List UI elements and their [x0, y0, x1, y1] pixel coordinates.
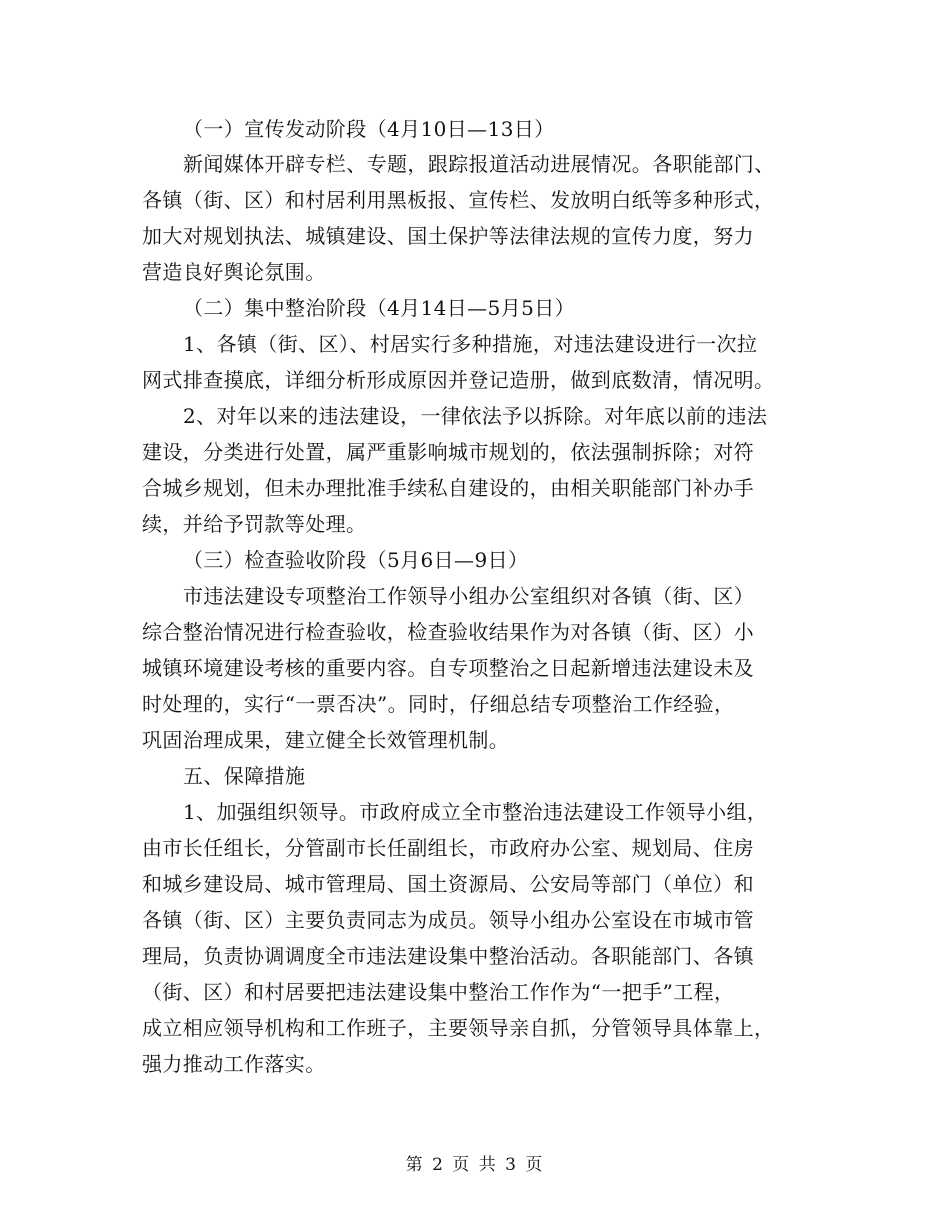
paragraph-line: 合城乡规划，但未办理批准手续私自建设的，由相关职能部门补办手 — [142, 476, 754, 500]
page-number-footer: 第 2 页 共 3 页 — [405, 1155, 545, 1175]
paragraph-line: 续，并给予罚款等处理。 — [142, 512, 367, 536]
section-heading-inspection: （三）检查验收阶段（5月6日—9日） — [183, 548, 529, 572]
paragraph-line: 新闻媒体开辟专栏、专题，跟踪报道活动进展情况。各职能部门、 — [183, 152, 775, 176]
paragraph-line: 网式排查摸底，详细分析形成原因并登记造册，做到底数清，情况明。 — [142, 368, 775, 392]
paragraph-line: 城镇环境建设考核的重要内容。自专项整治之日起新增违法建设未及 — [142, 656, 754, 680]
paragraph-line: 综合整治情况进行检查验收，检查验收结果作为对各镇（街、区）小 — [142, 620, 754, 644]
paragraph-line: 加大对规划执法、城镇建设、国土保护等法律法规的宣传力度，努力 — [142, 224, 754, 248]
paragraph-line: 1、加强组织领导。市政府成立全市整治违法建设工作领导小组， — [183, 800, 768, 824]
paragraph-line: 时处理的，实行“一票否决”。同时，仔细总结专项整治工作经验， — [142, 692, 735, 716]
paragraph-line: 2、对年以来的违法建设，一律依法予以拆除。对年底以前的违法 — [183, 404, 768, 428]
paragraph-line: 建设，分类进行处置，属严重影响城市规划的，依法强制拆除；对符 — [142, 440, 754, 464]
paragraph-line: 强力推动工作落实。 — [142, 1052, 326, 1076]
section-heading-safeguards: 五、保障措施 — [183, 764, 306, 788]
paragraph-line: 市违法建设专项整治工作领导小组办公室组织对各镇（街、区） — [183, 584, 755, 608]
paragraph-line: 各镇（街、区）和村居利用黑板报、宣传栏、发放明白纸等多种形式， — [142, 188, 775, 212]
paragraph-line: 和城乡建设局、城市管理局、国土资源局、公安局等部门（单位）和 — [142, 872, 754, 896]
paragraph-line: 由市长任组长，分管副市长任副组长，市政府办公室、规划局、住房 — [142, 836, 754, 860]
section-heading-rectification: （二）集中整治阶段（4月14日—5月5日） — [183, 296, 576, 320]
paragraph-line: 成立相应领导机构和工作班子，主要领导亲自抓，分管领导具体靠上， — [142, 1016, 775, 1040]
paragraph-line: 1、各镇（街、区）、村居实行多种措施，对违法建设进行一次拉 — [183, 332, 758, 356]
paragraph-line: 理局，负责协调调度全市违法建设集中整治活动。各职能部门、各镇 — [142, 944, 754, 968]
paragraph-line: （街、区）和村居要把违法建设集中整治工作作为“一把手”工程， — [142, 980, 735, 1004]
paragraph-line: 各镇（街、区）主要负责同志为成员。领导小组办公室设在市城市管 — [142, 908, 754, 932]
section-heading-publicity: （一）宣传发动阶段（4月10日—13日） — [183, 117, 555, 141]
paragraph-line: 巩固治理成果，建立健全长效管理机制。 — [142, 728, 510, 752]
paragraph-line: 营造良好舆论氛围。 — [142, 260, 326, 284]
